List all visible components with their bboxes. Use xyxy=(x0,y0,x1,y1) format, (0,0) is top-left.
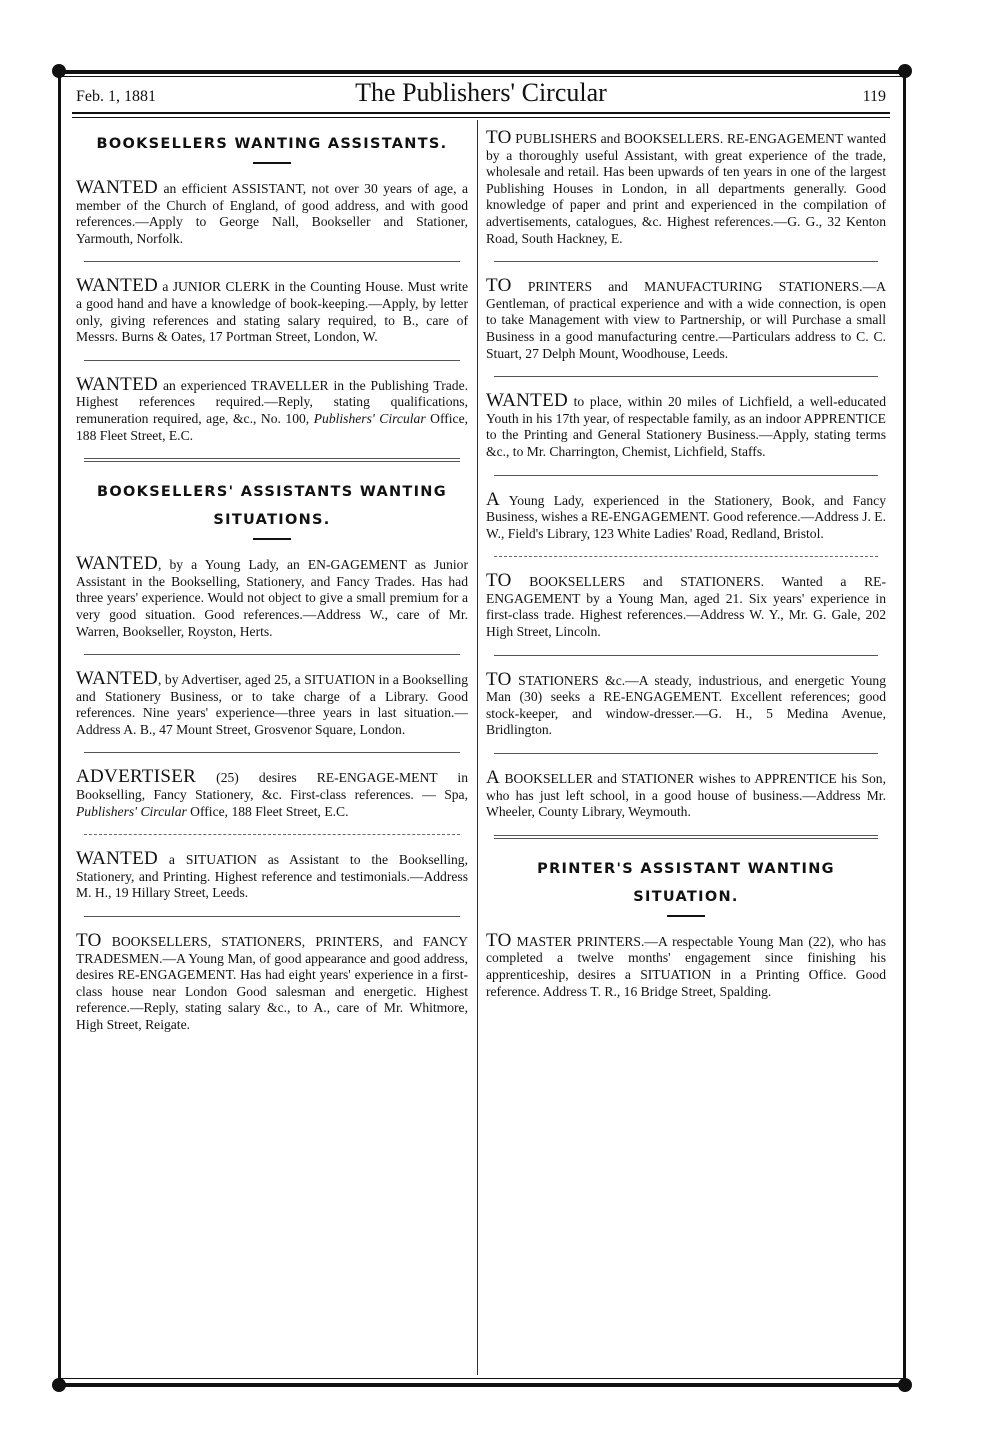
corner-ornament-icon xyxy=(52,1378,66,1392)
frame-top-rule-thin xyxy=(58,76,906,77)
separator xyxy=(494,753,878,754)
section-heading: BOOKSELLERS' ASSISTANTS WANTING SITUATIONS. xyxy=(97,484,447,529)
separator xyxy=(84,752,460,753)
double-separator xyxy=(84,458,460,462)
separator xyxy=(494,261,878,262)
advertisement: TO BOOKSELLERS and STATIONERS. Wanted a RE-ENGAGEMENT by a Young Man, aged 21. Six years' experience in first-class trade. Highest references.—Address W. Y., Mr. G. Gale, 202 High Street, Lincoln. xyxy=(486,570,886,640)
advertisement: TO PRINTERS and MANUFACTURING STATIONERS.—A Gentleman, of practical experience and with a wide connection, is open to take Management with view to Partnership, or will Purchase a small Business in a good manufacturing centre.—Particulars address to C. C. Stuart, 27 Delph Mount, Woodhouse, Leeds. xyxy=(486,275,886,361)
short-rule xyxy=(253,538,291,540)
advertisement: WANTED a SITUATION as Assistant to the Bookselling, Stationery, and Printing. Highest reference and testimonials.—Address M. H., 19 Hillary Street, Leeds. xyxy=(76,848,468,901)
advertisement: TO BOOKSELLERS, STATIONERS, PRINTERS, and FANCY TRADESMEN.—A Young Man, of good appearance and good address, desires RE-ENGAGEMENT. Has had eight years' experience in a first-class house near London Good salesman and energetic. Highest reference.—Reply, stating salary &c., to A., care of Mr. Whitmore, High Street, Reigate. xyxy=(76,930,468,1032)
advertisement: TO MASTER PRINTERS.—A respectable Young Man (22), who has completed a twelve months' engagement since finishing his apprenticeship, desires a SITUATION in a Printing Office. Good reference. Address T. R., 16 Bridge Street, Spalding. xyxy=(486,929,886,999)
corner-ornament-icon xyxy=(898,64,912,78)
frame-right-rule xyxy=(903,70,906,1387)
separator xyxy=(494,376,878,377)
short-rule xyxy=(667,915,705,917)
advertisement: WANTED, by Advertiser, aged 25, a SITUATION in a Bookselling and Stationery Business, or to take charge of a Library. Good references. Nine years' experience—three years in last situation.—Address A. B., 47 Mount Street, Grosvenor Square, London. xyxy=(76,668,468,737)
corner-ornament-icon xyxy=(898,1378,912,1392)
separator xyxy=(84,834,460,835)
advertisement: WANTED, by a Young Lady, an EN-GAGEMENT as Junior Assistant in the Bookselling, Stationery, and Fancy Trades. Has had three years' experience. Would not object to give a small premium for a very good situation. Good references.—Address W., care of Mr. Warren, Bookseller, Royston, Herts. xyxy=(76,553,468,639)
right-column xyxy=(486,127,886,1000)
double-separator xyxy=(494,835,878,839)
page-title: The Publishers' Circular xyxy=(355,78,607,107)
corner-ornament-icon xyxy=(52,64,66,78)
separator xyxy=(84,261,460,262)
advertisement: WANTED an experienced TRAVELLER in the Publishing Trade. Highest references required.—Reply, stating qualifications, remuneration required, age, &c., No. 100, Publishers' Circular Office, 188 Fleet Street, E.C. xyxy=(76,373,469,443)
section-heading: PRINTER'S ASSISTANT WANTING SITUATION. xyxy=(537,860,835,905)
advertisement: ADVERTISER (25) desires RE-ENGAGE-MENT in Bookselling, Fancy Stationery, &c. First-class references. — Spa, Publishers' Circular Office, 188 Fleet Street, E.C. xyxy=(76,766,468,819)
page-number: 119 xyxy=(862,88,886,105)
separator xyxy=(494,655,878,656)
advertisement: A Young Lady, experienced in the Stationery, Book, and Fancy Business, wishes a RE-ENGAGEMENT. Good reference.—Address J. E. W., Field's Library, 123 White Ladies' Road, Redland, Bristol. xyxy=(486,488,886,541)
advertisement: WANTED to place, within 20 miles of Lichfield, a well-educated Youth in his 17th year, of respectable family, as an indoor APPRENTICE to the Printing and General Stationery Business.—Apply, stating terms &c., to Mr. Charrington, Chemist, Lichfield, Staffs. xyxy=(486,390,886,459)
separator xyxy=(84,654,460,655)
advertisement: WANTED an efficient ASSISTANT, not over 30 years of age, a member of the Church of England, of good address, and with good references.—Apply to George Nall, Bookseller and Stationer, Yarmouth, Norfolk. xyxy=(76,177,468,246)
advertisement: A BOOKSELLER and STATIONER wishes to APPRENTICE his Son, who has just left school, in a good house of business.—Address Mr. Wheeler, County Library, Weymouth. xyxy=(486,767,886,820)
left-column xyxy=(76,130,468,1034)
short-rule xyxy=(253,162,291,164)
issue-date: Feb. 1, 1881 xyxy=(76,88,156,105)
separator xyxy=(494,556,878,557)
header-rule xyxy=(72,112,890,114)
separator xyxy=(84,916,460,917)
frame-top-rule xyxy=(58,70,906,74)
separator xyxy=(84,360,460,361)
advertisement: WANTED a JUNIOR CLERK in the Counting House. Must write a good hand and have a knowledge of book-keeping.—Apply, by letter only, giving references and stating salary required, to B., care of Messrs. Burns & Oates, 17 Portman Street, London, W. xyxy=(76,275,468,345)
column-divider xyxy=(477,120,478,1375)
header-rule-thin xyxy=(72,117,890,118)
frame-left-rule xyxy=(58,70,61,1387)
separator xyxy=(494,475,878,476)
advertisement: TO PUBLISHERS and BOOKSELLERS. RE-ENGAGEMENT wanted by a thoroughly useful Assistant, with great experience of the trade, wholesale and retail. Has been upwards of ten years in one of the largest Publishing Houses in London, in all departments generally. Good knowledge of paper and print and experienced in the compilation of advertisements, catalogues, &c. Highest references.—G. G., 32 Kenton Road, South Hackney, E. xyxy=(486,127,886,246)
page-header xyxy=(66,78,896,110)
frame-bottom-rule-thin xyxy=(58,1378,906,1379)
advertisement: TO STATIONERS &c.—A steady, industrious, and energetic Young Man (30) seeks a RE-ENGAGEMENT. Excellent references; good stock-keeper, and window-dresser.—G. H., 5 Medina Avenue, Bridlington. xyxy=(486,668,886,738)
section-heading: BOOKSELLERS WANTING ASSISTANTS. xyxy=(96,136,448,152)
frame-bottom-rule xyxy=(58,1383,906,1387)
